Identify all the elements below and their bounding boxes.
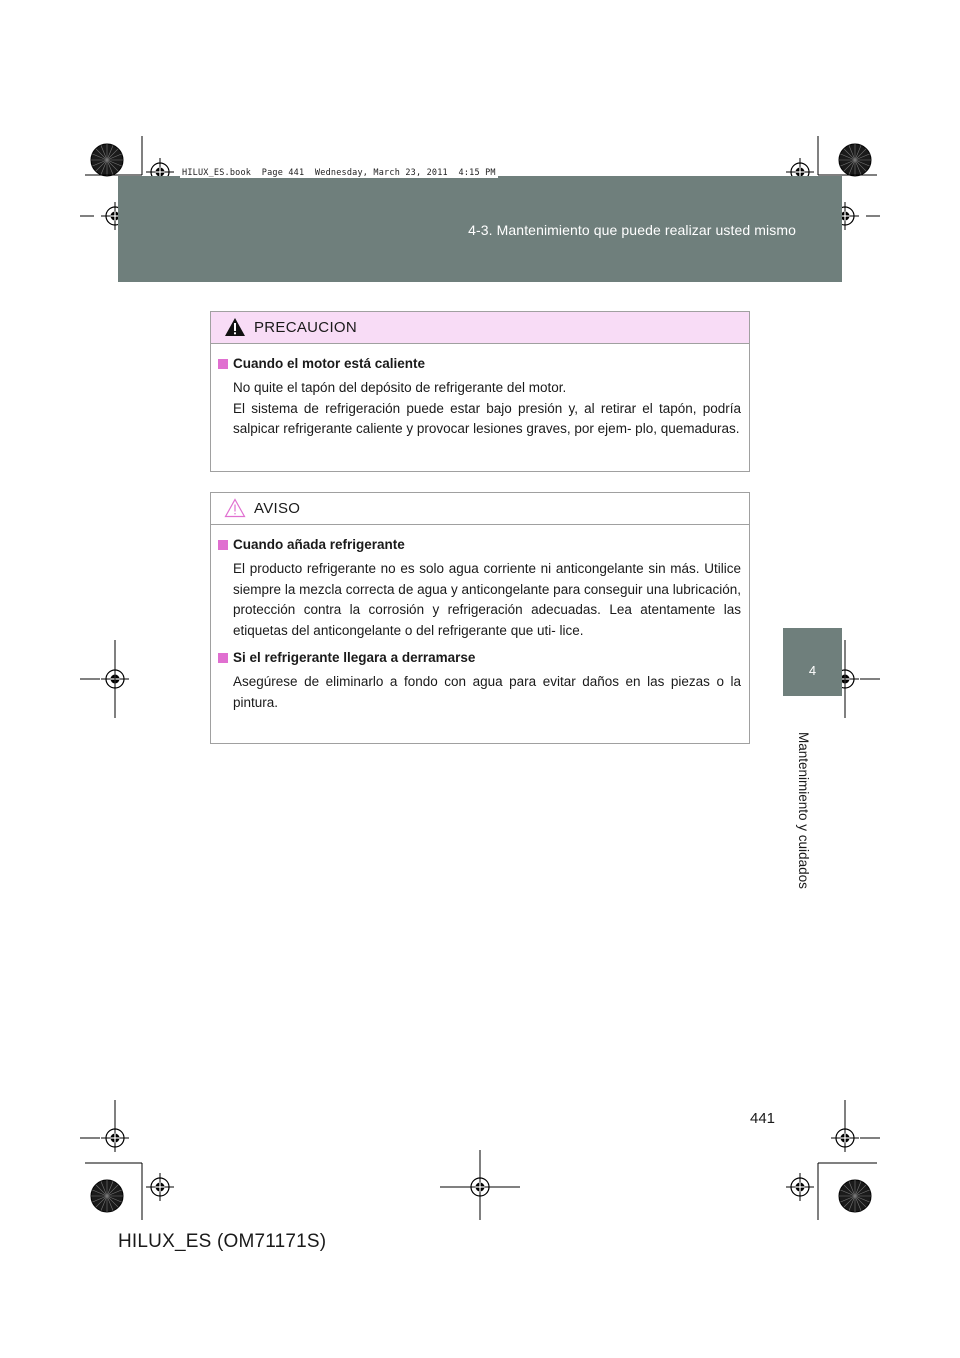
notice-body bbox=[211, 525, 749, 713]
paragraph: El sistema de refrigeración puede estar bajo presión y, al retirar el tapón, podría salpicar refrigerante caliente y provocar lesiones graves, por ejem- plo, quemaduras. bbox=[233, 400, 741, 436]
warning-filled-icon bbox=[224, 317, 246, 337]
warning-outline-icon bbox=[224, 498, 246, 518]
notice-item-text bbox=[218, 559, 741, 641]
chapter-label: Mantenimiento y cuidados bbox=[796, 732, 811, 889]
section-header-band bbox=[118, 176, 842, 282]
chapter-tab bbox=[783, 628, 842, 696]
notice-item-title: Cuando añada refrigerante bbox=[218, 535, 741, 554]
paragraph: No quite el tapón del depósito de refrigerante del motor. bbox=[233, 380, 567, 395]
book-stamp: HILUX_ES.book Page 441 Wednesday, March 23, 2011 4:15 PM bbox=[182, 168, 496, 178]
square-bullet-icon bbox=[218, 540, 228, 550]
section-title: 4-3. Mantenimiento que puede realizar usted mismo bbox=[468, 222, 796, 238]
caution-item-title: Cuando el motor está caliente bbox=[218, 354, 741, 373]
caution-header bbox=[211, 312, 749, 344]
notice-item-text bbox=[218, 672, 741, 713]
notice-label: AVISO bbox=[254, 500, 301, 517]
square-bullet-icon bbox=[218, 653, 228, 663]
paragraph: Asegúrese de eliminarlo a fondo con agua para evitar daños en las piezas o la pintura. bbox=[233, 674, 741, 710]
caution-body bbox=[211, 344, 749, 440]
caution-item-text bbox=[218, 378, 741, 440]
caution-box bbox=[210, 311, 750, 472]
caution-label: PRECAUCION bbox=[254, 319, 358, 336]
notice-box bbox=[210, 492, 750, 744]
square-bullet-icon bbox=[218, 359, 228, 369]
notice-header bbox=[211, 493, 749, 525]
footer-model-code: HILUX_ES (OM71171S) bbox=[118, 1231, 327, 1252]
chapter-number: 4 bbox=[808, 663, 817, 678]
paragraph: El producto refrigerante no es solo agua corriente ni anticongelante sin más. Utilice siempre la mezcla correcta de agua y anticongelante para conseguir una lubricación, protección contra la corrosión y refrigeración adecuadas. Lea atentamente las etiquetas del anticongelante o del refrigerante que uti- lice. bbox=[233, 561, 741, 638]
page-number: 441 bbox=[750, 1110, 776, 1127]
notice-item-title: Si el refrigerante llegara a derramarse bbox=[218, 648, 741, 667]
